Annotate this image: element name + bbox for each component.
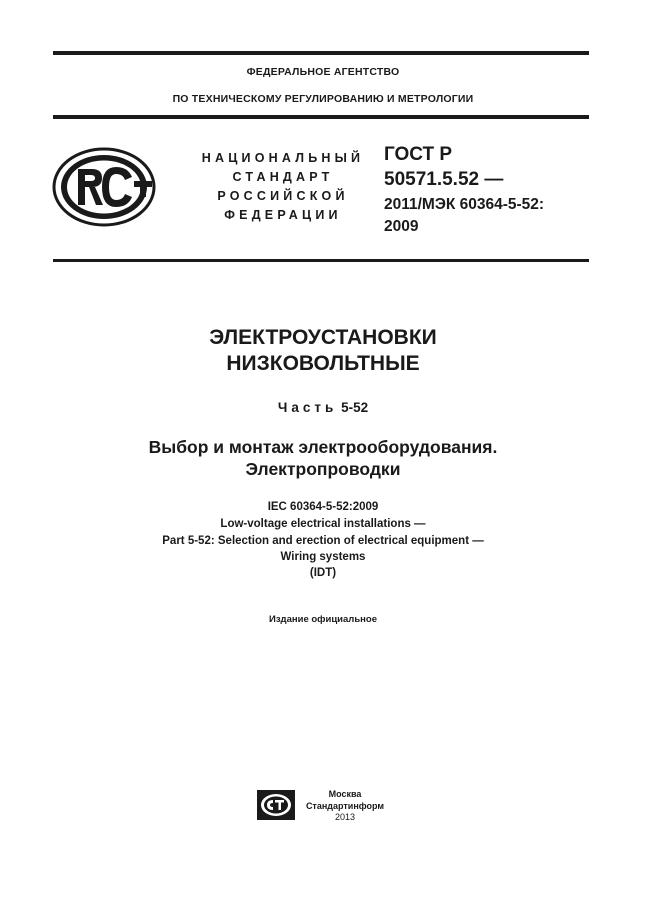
subtitle-line-1: Выбор и монтаж электрооборудования. — [148, 437, 498, 457]
header-rule — [53, 115, 589, 119]
iec-line-1: IEC 60364-5-52:2009 — [267, 501, 379, 513]
title-line-2: НИЗКОВОЛЬТНЫЕ — [226, 352, 420, 375]
title-line-1: ЭЛЕКТРОУСТАНОВКИ — [209, 326, 437, 349]
iec-line-4: Wiring systems — [280, 551, 366, 563]
gost-code-line-3: 2011/МЭК 60364-5-52: — [384, 196, 545, 213]
subtitle-line-2: Электропроводки — [245, 459, 401, 479]
edition-label: Издание официальное — [269, 614, 377, 625]
standard-type-line-3: РОССИЙСКОЙ — [217, 189, 349, 203]
agency-line-2: ПО ТЕХНИЧЕСКОМУ РЕГУЛИРОВАНИЮ И МЕТРОЛОГИИ — [172, 93, 474, 105]
iec-line-2: Low-voltage electrical installations — — [220, 518, 426, 530]
top-rule — [53, 51, 589, 55]
standartinform-logo-icon — [257, 790, 295, 820]
iec-line-3: Part 5-52: Selection and erection of electrical equipment — — [162, 535, 484, 547]
iec-line-5: (IDT) — [309, 567, 337, 579]
part-word: Часть — [277, 400, 338, 415]
publisher-name: Стандартинформ — [305, 801, 385, 811]
gost-code-line-1: ГОСТ Р — [384, 144, 453, 165]
part-number: 5-52 — [341, 400, 369, 415]
standard-type-line-1: НАЦИОНАЛЬНЫЙ — [201, 151, 365, 165]
rst-certification-logo-icon — [52, 147, 156, 227]
publisher-city: Москва — [328, 789, 362, 799]
gost-code-line-2: 50571.5.52 — — [384, 169, 504, 190]
agency-line-1: ФЕДЕРАЛЬНОЕ АГЕНТСТВО — [246, 66, 400, 78]
publisher-year: 2013 — [334, 812, 356, 822]
block-rule — [53, 259, 589, 262]
gost-code-line-4: 2009 — [384, 218, 419, 235]
standard-type-line-2: СТАНДАРТ — [232, 170, 334, 184]
part-label — [0, 400, 646, 415]
standard-type-line-4: ФЕДЕРАЦИИ — [224, 208, 342, 222]
